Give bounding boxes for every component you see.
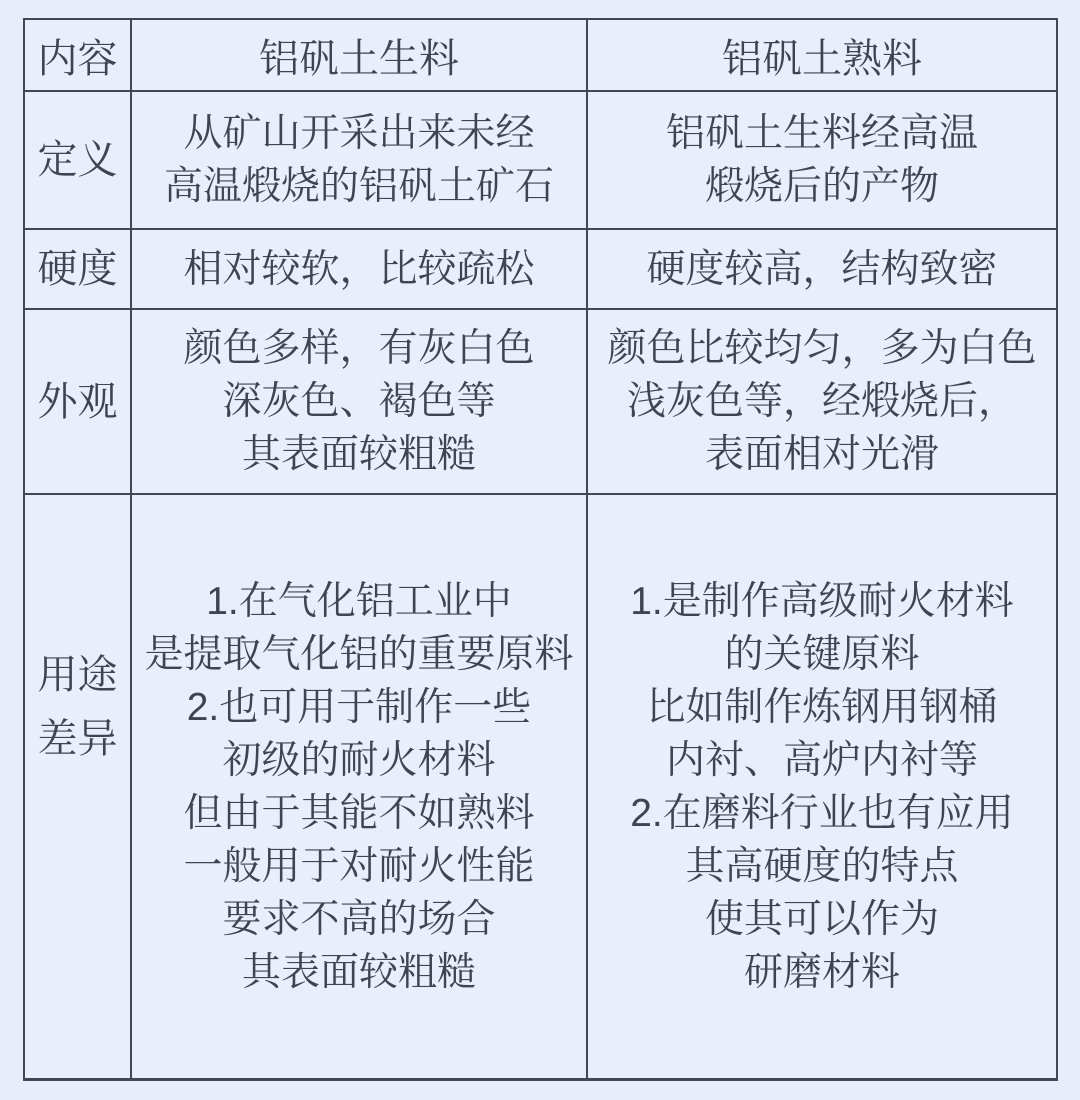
text-line: 深灰色、褐色等 — [222, 380, 496, 423]
text-line: 用途 — [37, 652, 118, 697]
header-clinker-bauxite: 铝矾土熟料 — [588, 20, 1056, 92]
text-line: 1.在气化铝工业中 — [206, 579, 512, 623]
text-line: 使其可以作为 — [704, 897, 939, 941]
text-line: 比如制作炼钢用钢桶 — [646, 685, 998, 729]
text-line: 初级的耐火材料 — [222, 738, 496, 782]
row-label-usage-difference — [25, 495, 132, 1078]
text-line: 要求不高的场合 — [222, 897, 496, 941]
hardness-raw-cell — [132, 230, 588, 310]
definition-clinker-cell — [588, 92, 1056, 230]
text-line: 定义 — [37, 138, 118, 182]
hardness-clinker-cell — [588, 230, 1056, 310]
text-line: 浅灰色等，经煅烧后， — [626, 380, 1017, 423]
text-line: 1.是制作高级耐火材料 — [630, 579, 1014, 623]
text-line: 其表面较粗糙 — [241, 433, 476, 476]
bauxite-comparison-table — [23, 18, 1058, 1081]
text-line: 表面相对光滑 — [704, 433, 939, 476]
text-line: 差异 — [37, 716, 118, 761]
header-content-label: 内容 — [25, 20, 132, 92]
text-line: 从矿山开采出来未经 — [183, 112, 535, 155]
text-line: 2.也可用于制作一些 — [186, 685, 532, 729]
row-label-definition — [25, 92, 132, 230]
text-line: 一般用于对耐火性能 — [183, 844, 535, 888]
usage-raw-cell — [132, 495, 588, 1078]
appearance-clinker-cell — [588, 310, 1056, 495]
text-line: 外观 — [37, 379, 118, 424]
text-line: 相对较软，比较疏松 — [183, 247, 535, 291]
text-line: 内衬、高炉内衬等 — [665, 738, 978, 782]
text-line: 但由于其能不如熟料 — [183, 791, 535, 835]
text-line: 2.在磨料行业也有应用 — [630, 791, 1014, 835]
row-label-appearance — [25, 310, 132, 495]
text-line: 煅烧后的产物 — [704, 165, 939, 208]
definition-raw-cell — [132, 92, 588, 230]
appearance-raw-cell — [132, 310, 588, 495]
text-line: 其高硬度的特点 — [685, 844, 959, 888]
row-label-hardness — [25, 230, 132, 310]
text-line: 颜色多样，有灰白色 — [183, 327, 535, 370]
text-line: 研磨材料 — [743, 950, 900, 994]
header-raw-bauxite: 铝矾土生料 — [132, 20, 588, 92]
text-line: 的关键原料 — [724, 632, 920, 676]
text-line: 颜色比较均匀，多为白色 — [607, 327, 1037, 370]
text-line: 是提取气化铝的重要原料 — [144, 632, 574, 676]
text-line: 硬度较高，结构致密 — [646, 247, 998, 291]
text-line: 其表面较粗糙 — [241, 950, 476, 994]
usage-clinker-cell — [588, 495, 1056, 1078]
text-line: 铝矾土生料经高温 — [665, 112, 978, 155]
text-line: 硬度 — [37, 247, 118, 291]
text-line: 高温煅烧的铝矾土矿石 — [163, 165, 554, 208]
